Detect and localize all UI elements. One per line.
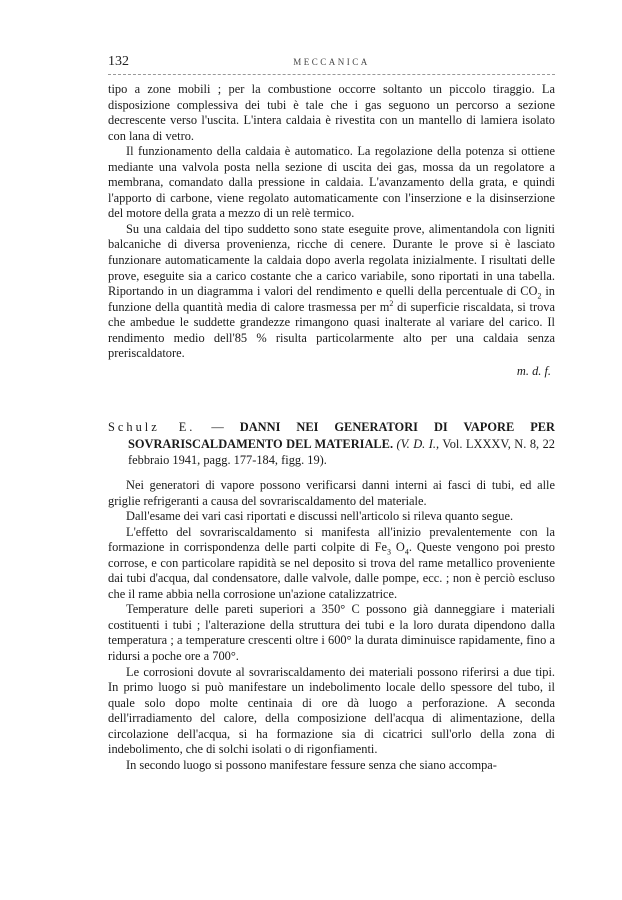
effect-text-c: . Queste vengono poi presto corrose, e con particolare rapidità se nel deposito si trova del rame metallico proveniente dai tubi d'acqua, dal condensatore, dalle valvole, dalle pompe, ecc. ; non è perciò escluso che il rame abbia nella corrosione un'azione catalizzatrice. bbox=[108, 540, 555, 601]
page-body bbox=[108, 82, 555, 773]
paragraph-regulation: Il funzionamento della caldaia è automatico. La regolazione della potenza si ottiene mediante una valvola posta nella sezione di uscita dei gas, mossa da un regolatore a membrana, comandato dalla pressione in caldaia. L'avanzamento della grata, e quindi l'apporto di carbone, viene regolato automaticamente con l'inserzione e la disinserzione del motore della grata a mezzo di un relè termico. bbox=[108, 144, 555, 221]
article-author: Schulz E. bbox=[108, 420, 196, 435]
o-subscript: 4 bbox=[404, 547, 409, 557]
effect-text-a: L'effetto del sovrariscaldamento si manifesta all'inizio prevalentemente con la formazione in corrispondenza delle parti colpite di Fe bbox=[108, 524, 555, 555]
paragraph-summary: Dall'esame dei vari casi riportati e discussi nell'articolo si rileva quanto segue. bbox=[126, 509, 514, 524]
tests-text-b: in funzione della quantità media di calore trasmessa per m bbox=[108, 284, 555, 314]
tests-text-a: Su una caldaia del tipo suddetto sono state eseguite prove, alimentandola con ligniti balcaniche di diversa provenienza, ricche di cenere. Durante le prove si è lasciato funzionare automaticamente la caldaia dopo averla regolata inizialmente. I risultati delle prove, eseguite sia a carico costante che a carico variabile, sono riportati in una tabella. Riportando in un diagramma i valori del rendimento e quelli della percentuale di CO bbox=[108, 221, 555, 299]
section-gap bbox=[108, 379, 555, 419]
paragraph-continuation: tipo a zone mobili ; per la combustione occorre soltanto un piccolo tiraggio. La disposizione complessiva dei tubi è tale che i gas seguono un percorso a sezione decrescente verso l'uscita. L'intera caldaia è rivestita con un mantello di lamiera isolato con lana di vetro. bbox=[108, 82, 555, 143]
page-number: 132 bbox=[108, 54, 129, 69]
header-rule bbox=[108, 74, 555, 75]
paragraph-cracks: In secondo luogo si possono manifestare fessure senza che siano accompa- bbox=[126, 757, 497, 772]
heading-dash: — bbox=[195, 420, 240, 435]
paragraph-intro: Nei generatori di vapore possono verificarsi danni interni ai fasci di tubi, ed alle griglie refrigeranti a causa del sovrariscaldamento del materiale. bbox=[108, 478, 555, 508]
article-heading bbox=[108, 419, 555, 468]
article-citation: Vol. LXXXV, N. 8, 22 febbraio 1941, pagg. 177-184, figg. 19). bbox=[128, 436, 555, 467]
tests-text-c: di superficie riscaldata, si trova che ambedue le suddette grandezze rimangono quasi inalterate al variare del carico. Il rendimento medio dell'85 % risulta particolarmente alto per una caldaia senza preriscaldatore. bbox=[108, 299, 555, 361]
effect-text-b: O bbox=[390, 540, 405, 555]
co2-subscript: 2 bbox=[537, 291, 542, 301]
page-header bbox=[108, 54, 555, 76]
m2-superscript: 2 bbox=[389, 298, 394, 308]
article-title: DANNI NEI GENERATORI DI VAPORE PER SOVRARISCALDAMENTO DEL MATERIALE. bbox=[128, 420, 555, 451]
article-journal: (V. D. I., bbox=[396, 436, 440, 451]
author-initials: m. d. f. bbox=[516, 363, 551, 378]
paragraph-corrosion: Le corrosioni dovute al sovrariscaldamento dei materiali possono riferirsi a due tipi. In primo luogo si può manifestare un indebolimento locale dello spessore del tubo, il quale solo dopo molte centinaia di ore dà luogo a perforazione. A seconda dell'irradiamento del calore, della composizione dell'acqua di alimentazione, della circolazione dell'acqua, si ha formazione sia di cicatrici sull'orlo della zona di indebolimento, che di solchi isolati o di rigonfiamenti. bbox=[108, 664, 555, 757]
paragraph-temperature: Temperature delle pareti superiori a 350° C possono già danneggiare i materiali costituenti i tubi ; l'alterazione della struttura dei tubi e la loro durata dipendono dalla temperatura ; a temperature crescenti oltre i 600° la durata diminuisce rapidamente, fino a ridursi a poche ore a 700°. bbox=[108, 602, 555, 664]
fe-subscript: 3 bbox=[386, 547, 391, 557]
paragraph-tests bbox=[108, 222, 555, 362]
paragraph-effect bbox=[108, 525, 555, 603]
running-head: MECCANICA bbox=[293, 57, 370, 67]
